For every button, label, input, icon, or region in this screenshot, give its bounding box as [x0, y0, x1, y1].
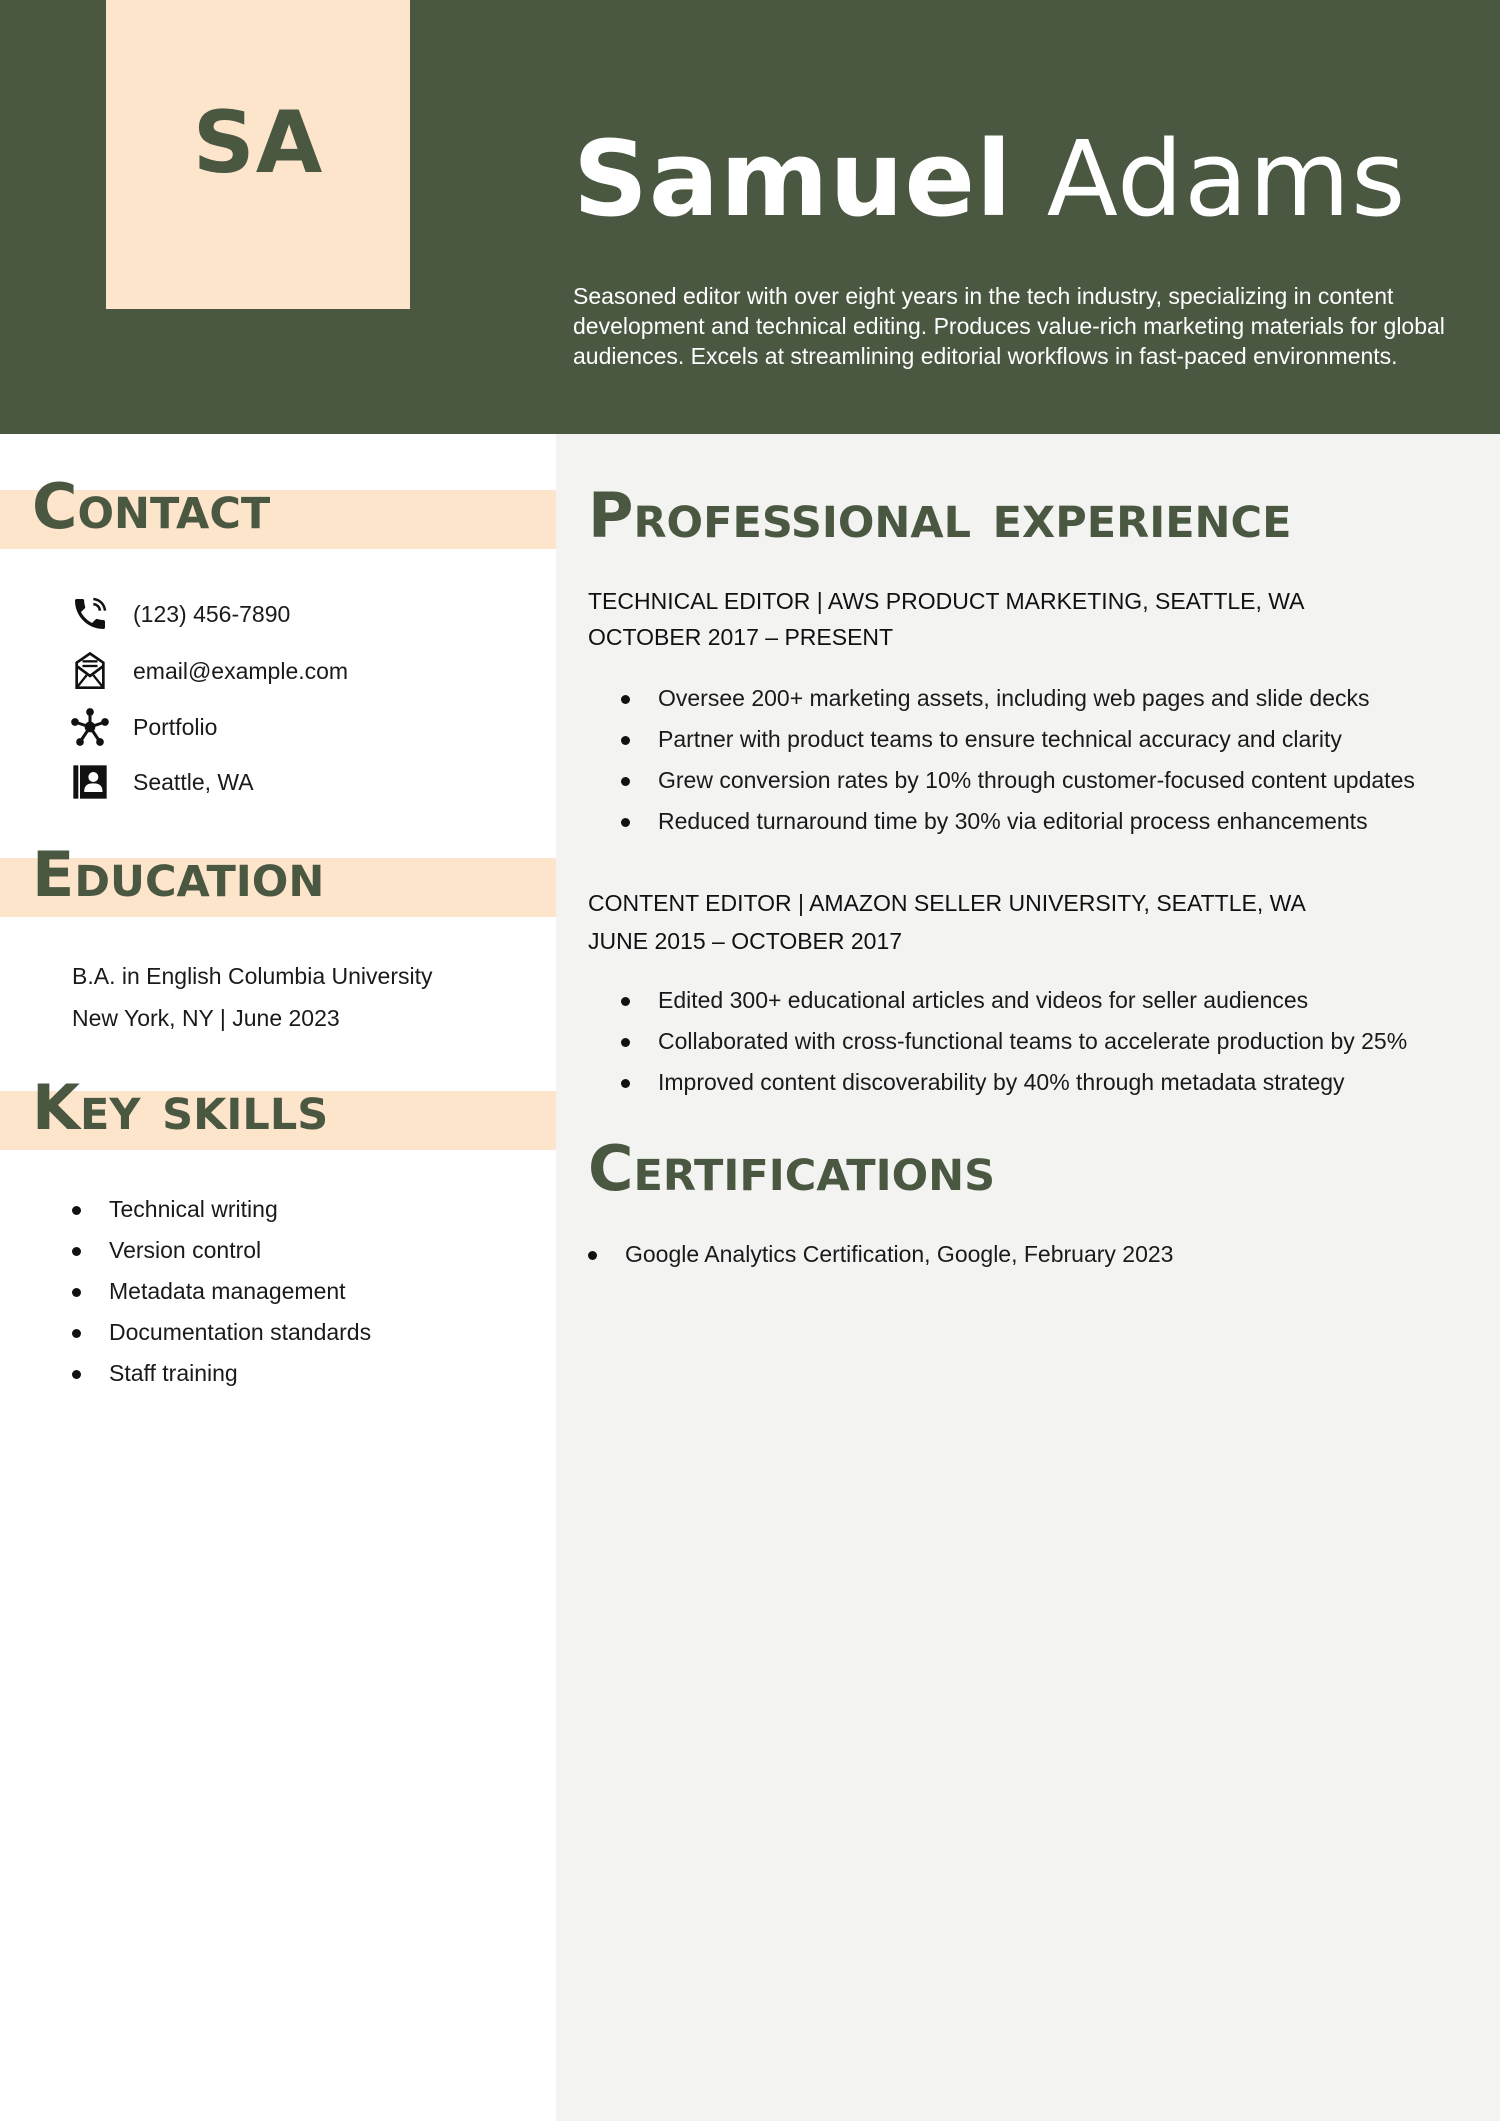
certifications-list: [588, 1234, 1173, 1275]
job-bullets: [621, 980, 1407, 1103]
contact-heading: Contact: [32, 470, 271, 543]
profile-summary: Seasoned editor with over eight years in the tech industry, specializing in content development and technical editing. Produces value-rich marketing materials for global audiences. Excels at streamlining editorial workflows in fast-paced environments.: [573, 283, 1445, 369]
monogram: SA: [192, 92, 324, 193]
education-location-date: New York, NY | June 2023: [72, 1005, 340, 1031]
portfolio-link[interactable]: Portfolio: [133, 713, 218, 740]
education-heading: Education: [32, 838, 325, 911]
list-item: Grew conversion rates by 10% through customer-focused content updates: [621, 760, 1415, 801]
list-item: Documentation standards: [72, 1312, 371, 1353]
list-item: Reduced turnaround time by 30% via editorial process enhancements: [621, 801, 1415, 842]
list-item: Metadata management: [72, 1271, 371, 1312]
list-item: Improved content discoverability by 40% through metadata strategy: [621, 1062, 1407, 1103]
list-item: Staff training: [72, 1353, 371, 1394]
skills-heading: Key skills: [32, 1071, 329, 1144]
skills-list: [72, 1189, 371, 1394]
full-name: [573, 118, 1407, 240]
contact-email[interactable]: [70, 649, 349, 693]
location-icon: [70, 762, 110, 802]
list-item: Partner with product teams to ensure technical accuracy and clarity: [621, 719, 1415, 760]
job-title: CONTENT EDITOR | AMAZON SELLER UNIVERSITY, SEATTLE, WA: [588, 890, 1306, 916]
monogram-box: [106, 0, 410, 309]
experience-heading: Professional experience: [588, 479, 1292, 552]
job-title: TECHNICAL EDITOR | AWS PRODUCT MARKETING, SEATTLE, WA: [588, 588, 1305, 614]
contact-portfolio[interactable]: [70, 705, 218, 749]
phone-text: (123) 456-7890: [133, 600, 291, 627]
list-item: Edited 300+ educational articles and videos for seller audiences: [621, 980, 1407, 1021]
last-name: Adams: [1046, 118, 1407, 240]
phone-icon: [70, 594, 110, 634]
email-text[interactable]: email@example.com: [133, 657, 349, 684]
list-item: Collaborated with cross-functional teams to accelerate production by 25%: [621, 1021, 1407, 1062]
certifications-heading: Certifications: [588, 1132, 996, 1205]
first-name: Samuel: [573, 118, 1013, 240]
list-item: Google Analytics Certification, Google, February 2023: [588, 1234, 1173, 1275]
job-bullets: [621, 678, 1415, 842]
job-dates: OCTOBER 2017 – PRESENT: [588, 624, 894, 650]
header-banner: [0, 0, 1500, 434]
contact-phone: [70, 592, 291, 636]
job-dates: JUNE 2015 – OCTOBER 2017: [588, 928, 903, 954]
list-item: Version control: [72, 1230, 371, 1271]
list-item: Oversee 200+ marketing assets, including web pages and slide decks: [621, 678, 1415, 719]
location-text: Seattle, WA: [133, 768, 254, 795]
list-item: Technical writing: [72, 1189, 371, 1230]
portfolio-icon: [70, 707, 110, 747]
email-icon: [70, 651, 110, 691]
contact-location: [70, 760, 254, 804]
education-degree: B.A. in English Columbia University: [72, 963, 433, 989]
